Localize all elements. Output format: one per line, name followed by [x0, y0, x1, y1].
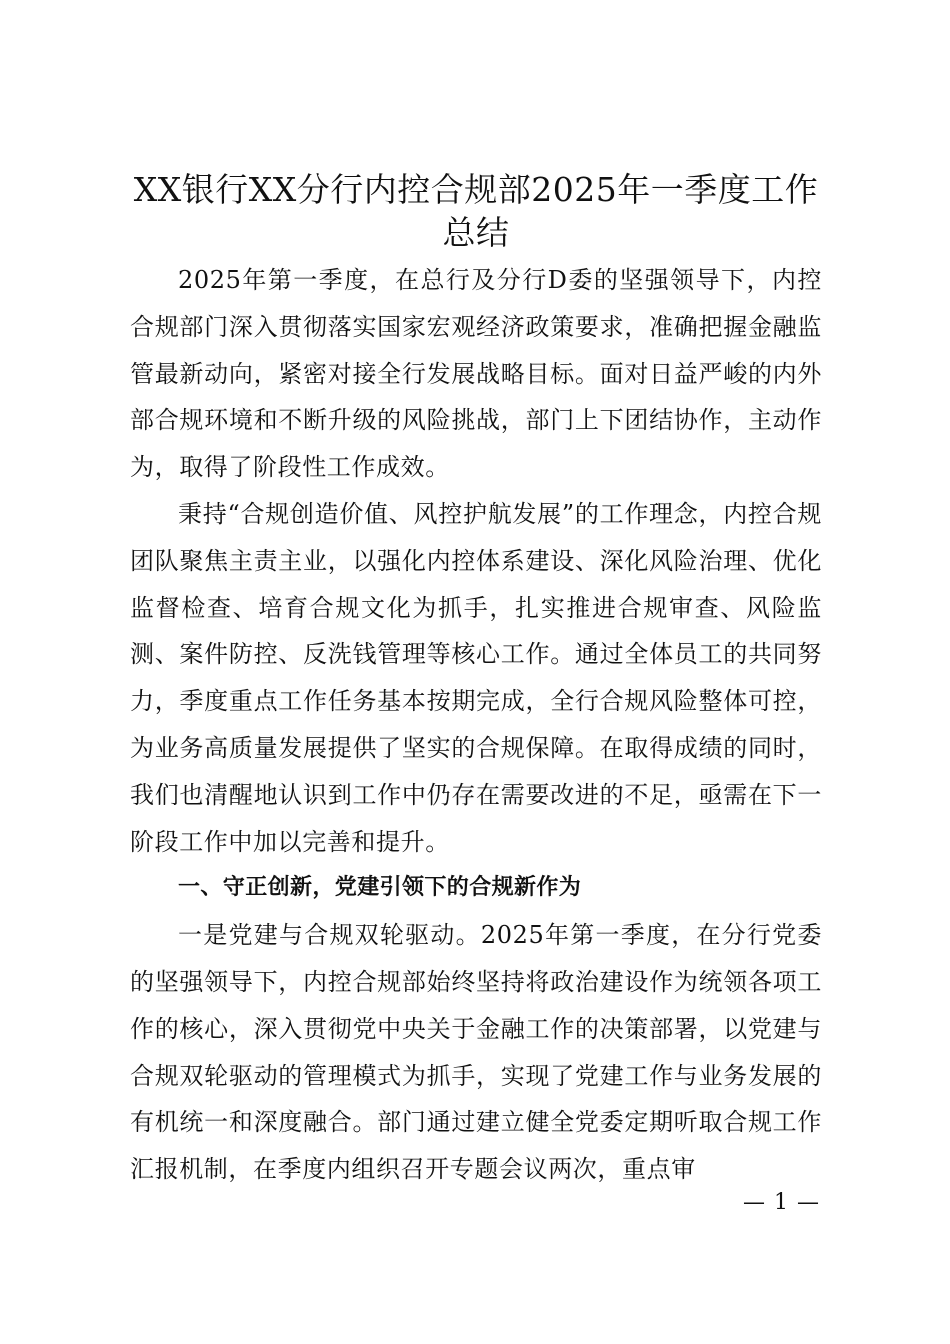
section-heading: 一、守正创新，党建引领下的合规新作为 [178, 875, 582, 901]
document-body [130, 168, 822, 1193]
section-paragraph: 一是党建与合规双轮驱动。2025年第一季度，在分行党委的坚强领导下，内控合规部始终坚持将政治建设作为统领各项工作的核心，深入贯彻党中央关于金融工作的决策部署，以党建与合规双轮驱动的管理模式为抓手，实现了党建工作与业务发展的有机统一和深度融合。部门通过建立健全党委定期听取合规工作汇报机制，在季度内组织召开专题会议两次，重点审 [130, 921, 822, 1184]
document-title: XX银行XX分行内控合规部2025年一季度工作总结 [133, 170, 819, 252]
intro-paragraph-2: 秉持“合规创造价值、风控护航发展”的工作理念，内控合规团队聚焦主责主业，以强化内控体系建设、深化风险治理、优化监督检查、培育合规文化为抓手，扎实推进合规审查、风险监测、案件防控、反洗钱管理等核心工作。通过全体员工的共同努力，季度重点工作任务基本按期完成，全行合规风险整体可控，为业务高质量发展提供了坚实的合规保障。在取得成绩的同时，我们也清醒地认识到工作中仍存在需要改进的不足，亟需在下一阶段工作中加以完善和提升。 [130, 499, 822, 856]
page-number: — 1 — [743, 1190, 820, 1215]
intro-paragraph-1: 2025年第一季度，在总行及分行D委的坚强领导下，内控合规部门深入贯彻落实国家宏观经济政策要求，准确把握金融监管最新动向，紧密对接全行发展战略目标。面对日益严峻的内外部合规环境和不断升级的风险挑战，部门上下团结协作，主动作为，取得了阶段性工作成效。 [130, 266, 822, 482]
